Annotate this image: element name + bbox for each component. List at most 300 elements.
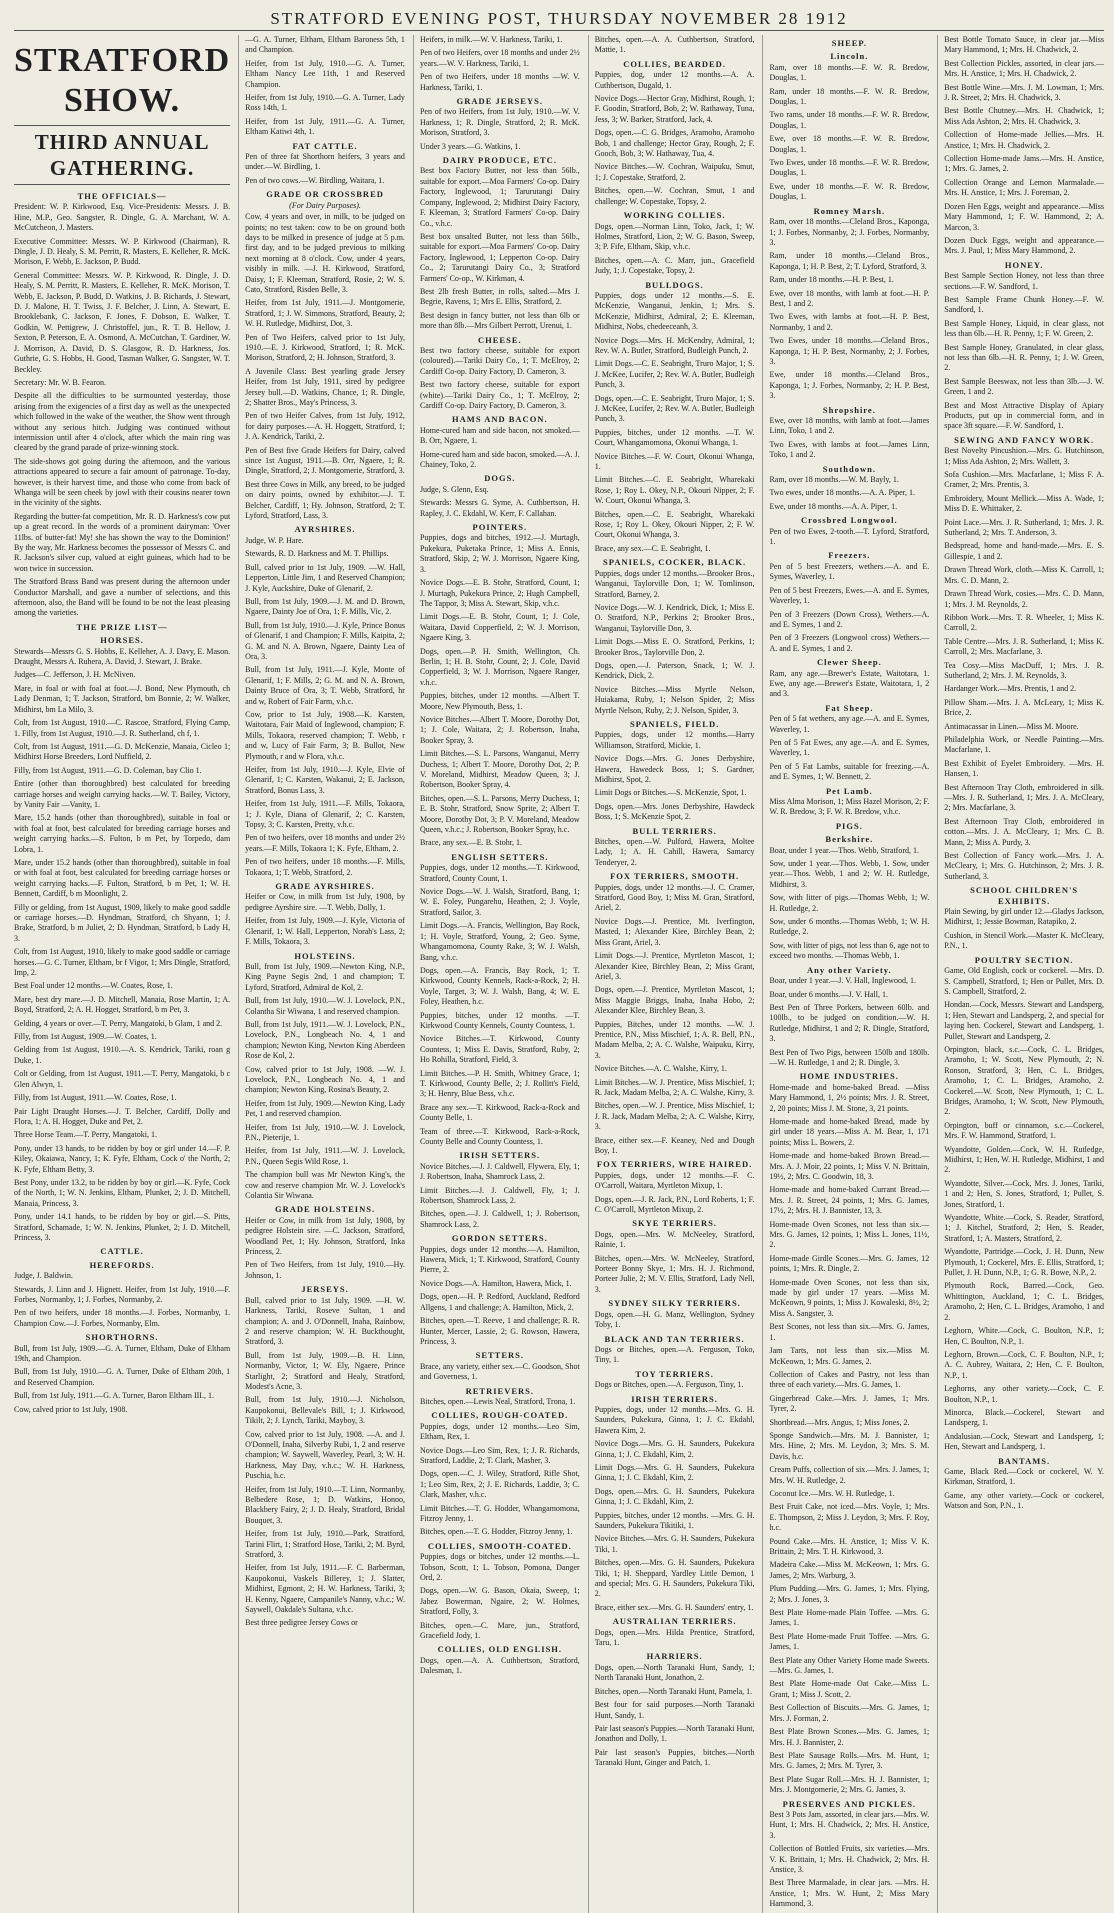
section-heading: PIGS.: [835, 820, 863, 831]
section-heading: IRISH TERRIERS.: [631, 1393, 718, 1404]
prize-entry: Heifers, in milk.—W. V. Harkness, Tariki, 1.: [419, 35, 563, 44]
prize-entry: Hardanger Work.—Mrs. Prentis, 1 and 2.: [944, 684, 1077, 694]
prize-entry: Best 2lb fresh Butter, in rolls, salted.—Mrs J. Begrie, Ravens, 1; Mrs E. Ellis, Stratford, 2.: [419, 286, 580, 307]
prize-entry: Best three pedigree Jersey Cows or: [245, 1618, 358, 1628]
prize-entry: Brace, any variety, either sex.—C. Goodson, Shot and Governess, 1.: [419, 1361, 580, 1382]
section-heading: SPANIELS, COCKER, BLACK.: [603, 557, 747, 568]
prize-entry: Filly, from 1st August, 1909.—W. Coates, 1.: [14, 1032, 157, 1042]
prize-entry: Bull, from 1st July, 1910.—W. J. Lovelock, P.N., Colantha Sir Wiwana, 1 and reserved champion.: [245, 996, 405, 1016]
prize-entry: Bitches, open.—North Taranaki Hunt, Pamela, 1.: [594, 1686, 753, 1696]
prize-entry: Best box unsalted Butter, not less than 56lb., suitable for export.—Moa Farmers' Co-op. Dairy Factory, Inglewood, 1; Lepperton Co-op. Dairy Co., 2; Tarurutangi Dairy Co., 3; Stratford Farmers' Co-op., W. Kirkman, 4.: [419, 231, 580, 283]
section-heading: THE OFFICIALS—: [77, 191, 167, 201]
column-body: [14, 191, 230, 1415]
column-body: [769, 38, 929, 1910]
column-body: [420, 35, 580, 1677]
prize-entry: Cow, prior to 1st July, 1908.—K. Karsten, Waitotara, Fair Maid of Inglewood, champion; F. Mills, Tokaora, reserved champion; T. Webb, r and w, Lucy of Fair Farm, 3; B. Bullot, New Plymouth, r and w Flora, v.h.c.: [245, 709, 405, 761]
prize-entry: Orpington, buff or cinnamon, s.c.—Cockerel, Mrs. F. W. Hammond, Stratford, 1.: [944, 1120, 1104, 1141]
prize-entry: Pillow Sham.—Mrs. J. A. McLeary, 1; Miss K. Brice, 2.: [944, 697, 1104, 718]
prize-entry: Puppies, bitches, under 12 months. —T. W. Court, Whangamomona, Okonui Whanga, 1.: [594, 427, 755, 448]
prize-entry: Pen of 5 fat wethers, any age.—A. and E. Symes, Waverley, 1.: [769, 714, 930, 734]
prize-entry: Heifer or Cow, in milk from 1st July, 1908, by pedigree Ayrshire sire. —T. Webb, Dolly, 1.: [245, 892, 405, 912]
prize-entry: Novice Bitches.—Miss Myrtle Nelson, Huiakama, Ruby, 1; Nelson Spider, 2; Miss Myrtle Nelson, Ruby, 2; J. Nelson, Spider, 3.: [594, 684, 755, 715]
prize-entry: Best Bottle Chutney.—Mrs. H. Chadwick, 1; Miss Ada Ashton, 2; Mrs. H. Chadwick, 3.: [944, 106, 1104, 126]
prize-entry: Limit Bitches.—P. H. Smith, Whitney Grace, 1; T. Kirkwood, County Belle, 2; J. Rollitt's Field, 3; H. Henry, Blue Bess, v.h.c.: [419, 1068, 580, 1099]
prize-entry: Dogs, open.—J. Prentice, Myrtleton Mascot, 1; Miss Maggie Briggs, Inaha, Inaha Hobo, 2; Alexander Klee, Birchley Bean, 3.: [594, 985, 755, 1016]
prize-entry: Sow, under 1 year.—Thos. Webb, 1. Sow, under year.—Thos. Webb, 1 and 2; W. H. Rutledge, Midhirst, 3.: [769, 859, 930, 889]
prize-entry: Best 3 Pots Jam, assorted, in clear jars.—Mrs. W. Hunt, 1; Mrs. H. Chadwick, 2; Mrs. H. Anstice, 3.: [769, 1809, 930, 1840]
prize-entry: Three Horse Team.—T. Perry, Mangatoki, 1.: [14, 1130, 158, 1140]
prize-entry: Best Afternoon Tray Cloth, embroidered in silk.—Mrs. J. R. Sutherland, 1; Mrs. J. A. McCleary, 2; Mrs. Macfarlane, 3.: [944, 782, 1104, 813]
article-title: STRATFORD SHOW.: [14, 42, 231, 119]
prize-entry: Sponge Sandwich.—Mrs. M. J. Bannister, 1; Mrs. Hine, 2; Mrs. M. Leydon, 3; Mrs. S. M. Davis, h.c.: [769, 1430, 930, 1461]
prize-entry: Best box Factory Butter, not less than 56lb., suitable for export.—Moa Farmers' Co-op. Dairy Factory, Inglewood, 1; Tarurutangi Dairy Company, Inglewood, 2; Midhirst Dairy Factory, F. Kleeman, 3; Stratford Farmers' Co-op. Dairy Co., v.h.c.: [419, 166, 580, 228]
prize-entry: —G. A. Turner, Eltham, Eltham Baroness 5th, 1 and Champion.: [245, 35, 405, 55]
prize-entry: Dogs, open.—C. G. Bridges, Aramoho, Aramoho Bob, 1 and challenge; Hector Gray, Rough, 2; F. Gooch, Bob, 3; W. Hathaway, Tua, 4.: [594, 128, 755, 159]
prize-entry: Best Bottle Wine.—Mrs. J. M. Lowman, 1; Mrs. J. R. Street, 2; Mrs. H. Chadwick, 3.: [944, 82, 1104, 103]
prize-entry: Puppies, bitches, under 12 months. —T. Kirkwood County Kennels, County Countess, 1.: [419, 1010, 580, 1030]
prize-entry: Pair Light Draught Horses.—J. T. Belcher, Cardiff, Dolly and Flora, 1; A. H. Hogget, Duke and Pet, 2.: [14, 1106, 231, 1126]
prize-entry: Mare, best dry mare.—J. D. Mitchell, Manaia, Rose Martin, 1; A. Boyd, Stratford, 2; A. H. Hogget, Stratford, b m Pet, 3.: [14, 994, 231, 1015]
prize-entry: Brace, either sex.—Mrs. G. H. Saunders' entry, 1.: [594, 1602, 754, 1612]
prize-entry: Best Pen of Three Porkers, between 60lb. and 100lb., to be judged on condition.—W. H. Rutledge, Midhirst, 1 and 2; R. Dingle, Stratford, 3.: [769, 1002, 930, 1044]
prize-entry: Ewe, under 18 months.—F. W. R. Bredow, Douglas, 1.: [769, 181, 930, 202]
prize-entry: Limit Dogs.—E. B. Stohr, Count, 1; J. Cole, Waitara, David Copperfield, 2; W. J. Morrison, Ngaere King, 3.: [419, 612, 580, 643]
prize-entry: Best Plate Sausage Rolls.—Mrs. M. Hunt, 1; Mrs. G. James, 2; Mrs. M. Tyrer, 3.: [769, 1750, 930, 1771]
prize-entry: Pair last season's Puppies.—North Taranaki Hunt, Jonathon and Dolly, 1.: [594, 1723, 755, 1744]
prize-entry: Under 3 years.—G. Watkins, 1.: [419, 141, 521, 151]
prize-entry: Gelding from 1st August, 1910.—A. S. Kendrick, Tariki, roan g Duke, 1.: [14, 1045, 231, 1065]
prize-entry: Pen of two Heifers, over 18 months and under 2½ years.—W. V. Harkness, Tariki, 1.: [419, 48, 580, 68]
column-body: [595, 35, 755, 1769]
prize-entry: Puppies, dog, under 12 months.—A. A. Cuthbertson, Dugald, 1.: [594, 70, 755, 90]
section-heading: FOX TERRIERS, WIRE HAIRED.: [596, 1159, 753, 1170]
prize-entry: Best Sample Honey, Granulated, in clear glass, not less than 6lb.—H. R. Penny, 1; J. W. Green, 2.: [944, 342, 1104, 373]
prize-entry: Drawn Thread Work, cloth.—Miss K. Carroll, 1; Mrs. C. D. Mann, 2.: [944, 565, 1104, 585]
prize-entry: Best Afternoon Tray Cloth, embroidered in cotton.—Mrs. J. A. McCleary, 1; Mrs. C. B. Mann, 2; Miss A. Purdy, 3.: [944, 816, 1104, 847]
prize-entry: Home-made and home-baked Brown Bread.—Mrs. A. J. Moir, 22 points, 1; Miss V. N. Brittain, 19½, 2; Mrs. C. Goodwin, 18, 3.: [769, 1151, 930, 1181]
prize-entry: Best Novelty Pincushion.—Mrs. G. Hutchinson, 1; Miss Ada Ashton, 2; Mrs. Wallett, 3.: [944, 446, 1104, 466]
prize-entry: Dogs, open.—J. Paterson, Snack, 1; W. J. Kendrick, Dick, 2.: [594, 660, 755, 681]
section-heading: Southdown.: [822, 463, 876, 474]
prize-entry: Cow, calved prior to 1st July, 1908.: [14, 1404, 128, 1414]
prize-entry: Table Centre.—Mrs. J. R. Sutherland, 1; Miss K. Carroll, 2; Mrs. Macfarlane, 3.: [944, 636, 1104, 657]
prize-entry: Leghorns, any other variety.—Cock, C. F. Boulton, N.P., 1.: [944, 1384, 1104, 1404]
prize-entry: Stewards—Messrs G. S. Hobbs, E. Kelleher, A. J. Davy, E. Mason. Draught, Messrs A. Ruhera, A. David, J. Stewart, J. Brake.: [14, 646, 231, 667]
prize-entry: Bedspread, home and hand-made.—Mrs. E. S. Gillespie, 1 and 2.: [944, 541, 1104, 561]
prize-entry: Sow, with litter of pigs.—Thomas Webb, 1; W. H. Rutledge, 2.: [769, 893, 930, 913]
prize-entry: Antimacassar in Linen.—Miss M. Moore.: [944, 721, 1079, 731]
prize-entry: Bull, from 1st July, 1911.—G. A. Turner, Baron Eltham III., 1.: [14, 1391, 214, 1401]
prize-entry: Home-made Oven Scones, not less than six.—Mrs. G. James, 12 points, 1; Miss L. Jones, 11½, 2.: [769, 1219, 930, 1250]
prize-entry: Best design in fancy butter, not less than 6lb or more than 8lb.—Mrs Gilbert Perrott, Urenui, 1.: [419, 310, 580, 331]
prize-entry: Dogs, open.—A. Francis, Bay Rock, 1; T. Kirkwood, County Kennels, Rack-a-Rock, 2; H. Voyle, Target, 3; W. J. Walsh, Bang, 4; W. E. Foley, Heathen, h.c.: [419, 965, 580, 1007]
section-heading: Any other Variety.: [807, 964, 892, 975]
section-heading: HORSES.: [100, 635, 144, 646]
section-heading: Lincoln.: [830, 51, 869, 62]
prize-entry: Novice Dogs.—A. Hamilton, Hawera, Mick, 1.: [419, 1278, 572, 1288]
prize-entry: The champion bull was Mr Newton King's, the cow and reserve champion Mr. W. J. Lovelock's Colantia Sir Wiwana.: [245, 1170, 405, 1201]
prize-entry: Cushion, in Stencil Work.—Master K. McCleary, P.N., 1.: [944, 930, 1104, 951]
prize-entry: Best Scones, not less than six.—Mrs. G. James, 1.: [769, 1322, 930, 1342]
prize-entry: Best and Most Attractive Display of Apiary Products, put up in commercial form, and in space 3ft square.—F. W. Sandford, 1.: [944, 400, 1104, 431]
prize-entry: Cow, 4 years and over, in milk, to be judged on points; no test taken: cow to be on ground both days to be milked in presence of judge at 5 p.m. first day, and to be judged previous to milking next morning at 8 o'clock. Cow, under 4 years, visibly in milk. —J. H. Kirkwood, Stratford, Daisy, 1; F. Kleeman, Stratford, Rosie, 2; W. S. Cato, Stratford, Risden Belle, 3.: [245, 212, 405, 294]
prize-entry: Dogs, open.—C. J. Wiley, Stratford, Rifle Shot, 1; Leo Sim, Rex, 2; J. E. Richards, Laddie, 3; C. Clark, Masher, v.h.c.: [419, 1469, 580, 1500]
prize-entry: Bull, from 1st July, 1909.—Newton King, N.P., King Payne Segis 2nd, 1 and champion; T. Lyford, Stratford, Admiral de Kol, 2.: [245, 961, 405, 992]
prize-entry: Cow, calved prior to 1st July, 1908. —A. and J. O'Donnell, Inaha, Silverby Rubi, 1, 2 and reserve champion; W. Saywell, Waverley, Pearl, 3; W. H. Harkness, May Day, v.h.c.; W. H. Harkness, Puschia, h.c.: [245, 1429, 405, 1481]
prize-entry: Pen of two heifers, over 18 months and under 2½ years.—F. Mills, Tokaora 1; K. Fyfe, Eltham, 2.: [245, 833, 405, 853]
prize-entry: Best Plate any Other Variety Home made Sweets.—Mrs. G. James, 1.: [769, 1655, 930, 1676]
prize-entry: Heifer, from 1st July, 1910.—G. A. Turner, Eltham Nancy Lee 11th, 1 and Reserved Champion.: [245, 58, 405, 89]
prize-entry: Bull, from 1st July, 1911.—W. J. Lovelock, P.N., Lovelock, P.N., Longbeach No. 4, 1 and champion; Newton King, Newton King Aberdeen Rose de Kol, 2.: [245, 1019, 405, 1061]
prize-entry: Heifer, from 1st July, 1910.—T. Linn, Normanby, Belbedere Rose, 1; D. Watkins, Honoo, Blackbery Fairy, 2; J. D. Healy, Stratford, Bridal Bouquet, 3.: [245, 1484, 405, 1525]
prize-entry: Colt, from 1st August, 1910, likely to make good saddle or carriage horses.—G. C. Turner, Eltham, br f Vigor, 1; Mrs Dingle, Stratford, Imp, 2.: [14, 947, 231, 978]
prize-entry: Collection Orange and Lemon Marmalade.—Mrs. H. Anstice, 1; Mrs. J. Foreman, 2.: [944, 177, 1104, 198]
prize-entry: Heifer or Cow, in milk from 1st July, 1908, by pedigree Holstein sire. —C. Jackson, Stratford, Woodland Pet, 1; Hy. Johnson, Stratford, Inka Princess, 2.: [245, 1215, 405, 1257]
prize-entry: Pen of two heifers, under 18 months.—F. Mills, Tokaora, 1; T. Webb, Stratford, 2.: [245, 857, 405, 877]
prize-entry: Jam Tarts, not less than six.—Miss M. McKeown, 1; Mrs. G. James, 2.: [769, 1346, 930, 1366]
prize-entry: Two Ewes, under 18 months.—Cleland Bros., Kaponga, 1; H. P. Best, Normanby, 2; J. Forbes, 3.: [769, 336, 930, 366]
prize-entry: Pen of two Heifers, under 18 months —W. V. Harkness, Tariki, 1.: [419, 72, 580, 92]
prize-entry: Ram, over 18 months.—F. W. R. Bredow, Douglas, 1.: [769, 62, 930, 83]
prize-entry: Minorca, Black.—Cockerel, Stewart and Landsperg, 1.: [944, 1407, 1104, 1428]
prize-entry: Bull, from 1st July, 1909.—G. A. Turner, Eltham, Duke of Eltham 19th, and Champion.: [14, 1343, 231, 1364]
prize-entry: Novice Dogs.—Hector Gray, Midhirst, Rough, 1; F. Goodin, Stratford, Bob, 2; W. Rathaway, Tuna, Jess, 3; W. Barker, Stratford, Jack, 4.: [594, 94, 755, 124]
column-6: [937, 35, 1104, 1913]
prize-entry: Filly, from 1st August, 1911.—W. Coates, Rose, 1.: [14, 1093, 177, 1103]
prize-entry: Best Exhibit of Eyelet Embroidery. —Mrs. H. Hansen, 1.: [944, 758, 1104, 779]
section-heading: POULTRY SECTION.: [974, 954, 1074, 965]
prize-entry: Novice Bitches.—F. W. Court, Okonui Whanga, 1.: [594, 451, 755, 472]
prize-entry: Cream Puffs, collection of six.—Mrs. J. James, 1; Mrs. W. H. Rutledge, 2.: [769, 1465, 930, 1485]
prize-entry: Limit Bitches.—W. J. Prentice, Miss Mischief, 1; R. Jack, Madam Melba, 2; A. C. Walshe, Kirry, 3.: [594, 1077, 755, 1097]
prize-entry: Best Plate Brown Scones.—Mrs. G. James, 1; Mrs. H. J. Bannister, 2.: [769, 1727, 930, 1747]
prize-entry: Filly, from 1st August, 1911.—G. D. Coleman, bay Clio 1.: [14, 765, 202, 775]
prize-entry: Stewards: Messrs G. Syme, A. Cuthbertson, H. Rapley, J. C. Ekdahl, W. Kerr, F. Callahan.: [419, 498, 580, 518]
prize-entry: Two ewes, under 18 months.—A. A. Piper, 1.: [769, 488, 916, 498]
prize-entry: Puppies, dogs, under 12 months.—Mrs. G. H. Saunders, Pukekura, Ginna, 1; J. C. Ekdahl, Hawera Kim, 2.: [594, 1404, 755, 1435]
prize-entry: Home-made Girdle Scones.—Mrs. G. James, 12 points, 1; Mrs. R. Dingle, 2.: [769, 1253, 930, 1274]
prize-entry: Collection of Home-made Jellies.—Mrs. H. Anstice, 1; Mrs. H. Chadwick, 2.: [944, 130, 1104, 150]
prize-entry: Mare, under 15.2 hands (other than thoroughbred), suitable in foal or with foal at foot, best calculated for breeding carriage horses or weight carrying hacks.—F. Fulton, Stratford, b m Pet, 1; W. H. Bennett, Cardiff, b m Moonlight, 2.: [14, 857, 231, 899]
prize-entry: Bull, from 1st July, 1910.—J. Kyle, Prince Bonus of Glenarif, 1 and Champion; F. Mills, Kaipita, 2; G. M. and N. A. Brown, Ngaere, Dainty Lea of Ora, 3.: [245, 620, 405, 661]
prize-entry: Puppies, bitches, under 12 months. —Mrs. G. H. Saunders, Pukekura Tikitiki, 1.: [594, 1510, 755, 1530]
prize-entry: Puppies, Bitches, under 12 months. —W. J. Prentice, P.N., Miss Mischief, 1; A. R. Bell, P.N., Madam Melba, 2; A. C. Walshe, Waipuku, Kirry, 3.: [594, 1019, 755, 1060]
section-heading: GRADE OR CROSSBRED: [266, 189, 384, 200]
section-heading: TOY TERRIERS.: [635, 1368, 714, 1379]
section-heading: FOX TERRIERS, SMOOTH.: [610, 871, 740, 882]
prize-entry: Bull, from 1st July, 1911.—J. Kyle, Monte of Glenarif, 1; F. Mills, 2; G. M. and N. A. Brown, Dainty Bruce of Ora, 3; T. Webb, Stratford, hr and w, Robert of Fair Farm, v.h.c.: [245, 665, 405, 706]
column-3: [413, 35, 580, 1913]
prize-entry: Ram, any age.—Brewer's Estate, Waitotara, 1. Ewe, any age.—Brewer's Estate, Waitotara, 1, 2 and 3.: [769, 668, 930, 699]
prize-entry: Dogs, open.—Norman Linn, Toko, Jack, 1; W. Holmes, Stratford, Lion, 2; W. G. Bason, Sweep, 3; P. Fife, Eltham, Skip, v.h.c.: [594, 221, 755, 252]
prize-entry: Best two factory cheese, suitable for export (coloured).—Tariki Dairy Co., 1; T. McElroy, 2; Cardiff Co-op. Dairy Factory, D. Cameron, 3.: [419, 345, 580, 376]
column-1: [14, 35, 230, 1913]
prize-entry: Judge, J. Baldwin.: [14, 1271, 73, 1281]
prize-entry: Dogs, open.—C. E. Seabright, Truro Major, 1; S. J. McKee, Lucifer, 2; Rev. W. A. Butler, Budleigh Punch, 3.: [594, 393, 755, 424]
prize-entry: Best Plate Home-made Fruit Toffee. —Mrs. G. James, 1.: [769, 1631, 930, 1652]
prize-entry: Ewe, over 18 months, with lamb at foot.—H. P. Best, 1 and 2.: [769, 288, 930, 308]
section-heading: HONEY.: [1004, 259, 1044, 270]
section-heading: SCHOOL CHILDREN'S EXHIBITS.: [970, 885, 1079, 906]
section-heading: COLLIES, SMOOTH-COATED.: [427, 1540, 572, 1551]
section-heading: Crossbred Longwool.: [801, 515, 898, 526]
prize-entry: Heifer, from 1st July, 1911.—J. Montgomerie, Stratford, 1; J. W. Simmons, Stratford, Beauty, 2; W. H. Rutledge, Midhirst, Dot, 3.: [245, 298, 405, 329]
prize-entry: Limit Dogs.—J. Prentice, Myrtleton Mascot, 1; Alexander Kiee, Birchley Bean, 2; Miss Grant, Ariel, 3.: [594, 951, 755, 981]
prize-entry: Pen of two Heifer Calves, from 1st July, 1912, for dairy purposes.—A. H. Hoggett, Stratford, 1; J. A. Kendrick, Tariki, 2.: [245, 411, 405, 442]
prize-entry: Bitches, open.—T. Reeve, 1 and challenge; R. R. Hunter, Mercer, Lassie, 2; G. Rowson, Hawera, Princess, 3.: [419, 1316, 580, 1346]
prize-entry: Brace, any sex.—C. E. Seabright, 1.: [594, 543, 711, 553]
prize-entry: Bitches, open.—W. J. Prentice, Miss Mischief, 1; J. R. Jack, Madam Melba, 2; A. C. Walshe, Kirry, 3.: [594, 1101, 755, 1132]
prize-entry: Best three Cows in Milk, any breed, to be judged on dairy points, owned by exhibitor.—J. T. Belcher, Cardiff, 1; Hy. Johnson, Stratford, 2; T. Lyford, Stratford, Lass, 3.: [245, 479, 405, 521]
prize-entry: Game, Black Red.—Cock or cockerel, W. Y. Kirkman, Stratford, 1.: [944, 1466, 1104, 1487]
prize-entry: Dozen Hen Eggs, weight and appearance.—Miss Mary Hammond, 1; F. W. Hammond, 2; A. Marcon, 3.: [944, 201, 1104, 232]
section-heading: ENGLISH SETTERS.: [451, 851, 549, 862]
prize-entry: Colt, from 1st August, 1910.—C. Rascoe, Stratford, Flying Camp, 1. Filly, from 1st August, 1910.—J. R. Sutherland, ch f, 1.: [14, 718, 231, 738]
prize-entry: Dogs or Bitches, open.—A. Ferguson, Tiny, 1.: [594, 1380, 744, 1390]
prize-entry: Best Three Marmalade, in clear jars. —Mrs. H. Anstice, 1; Mrs. W. Hunt, 2; Miss Mary Hammond, 3.: [769, 1878, 930, 1909]
section-heading: Freezers.: [828, 550, 871, 561]
prize-entry: Boar, under 1 year.—Thos. Webb, Stratford, 1.: [769, 845, 919, 855]
prize-entry: Home-cured ham and side bacon, not smoked.—B. Orr, Ngaere, 1.: [419, 425, 580, 446]
prize-entry: The side-shows got going during the afternoon, and the various attractions appeared to secure a fair amount of patronage. To-day, however, is their harvest time, and those who come from back of Whanga will be seen cheek by jowl with their cousins nearer town in the vicinity of the sights.: [14, 456, 231, 508]
section-heading: COLLIES, OLD ENGLISH.: [437, 1644, 563, 1655]
prize-entry: Bull, calved prior to 1st July, 1909. —H. W. Harkness, Tariki, Roseve Sultan, 1 and champion; A. and J. O'Donnell, Inaha, Rainbow, 2 and reserve champion; W. H. Buckthought, Stratford, 3.: [245, 1295, 405, 1347]
prize-entry: Ram, over 18 months.—Cleland Bros., Kaponga, 1; J. Forbes, Normanby, 2; J. Forbes, Normanby, 3.: [769, 217, 930, 247]
prize-entry: Ram, under 18 months.—Cleland Bros., Kaponga, 1; H. P. Best, 2; T. Lyford, Stratford, 3.: [769, 251, 930, 271]
prize-entry: Novice Dogs.—Leo Sim, Rex, 1; J. R. Richards, Stratford, Laddie, 2; T. Clark, Masher, 3.: [419, 1445, 580, 1465]
prize-entry: Best Pen of Two Pigs, between 150lb and 180lb.—W. H. Rutledge, 1 and 2; R. Dingle, 3.: [769, 1047, 930, 1067]
section-heading: HAMS AND BACON.: [452, 414, 548, 425]
prize-entry: Novice Bitches.—W. Cochran, Waipuku, Smut, 1; J. Copestake, Stratford, 2.: [594, 162, 755, 182]
prize-entry: Orpington, black, s.c.—Cock, C. L. Bridges, Aramoho, 1; W. Scott, New Plymouth, 2; N. Ronson, Stratford, 3; Hen, C. L. Bridges, Aramoho, 1; C. L. Bridges, Aramoho, 2. Cockerel.—W. Scott, New Plymouth, 1; C. L. Bridges, Aramoho, 1; W. Scott, New Plymouth, 2.: [944, 1044, 1104, 1117]
prize-entry: Novice Dogs.—Mrs. H. McKendry, Admiral, 1; Rev. W. A. Butler, Stratford, Budleigh Punch, 2.: [594, 335, 755, 355]
prize-entry: Puppies, dogs under 12 months.—S. E. McKenzie, Wanganui, Jenkin, 1; Mrs. S. McKenzie, Midhirst, Admiral, 2; E. Kleeman, Midhirst, Nobs, chedeeceanh, 3.: [594, 290, 755, 332]
section-heading: FAT CATTLE.: [292, 140, 358, 151]
section-heading: HOLSTEINS.: [294, 950, 356, 961]
prize-entry: Novice Bitches.—T. Kirkwood, County Countess, 1; Miss E. Davis, Stratford, Ruby, 2; Ho Rohilla, Stratford, Field, 3.: [419, 1034, 580, 1065]
prize-entry: Dogs, open.—H. P. Redford, Auckland, Redford Allgens, 1 and challenge; A. Hamilton, Mick, 2.: [419, 1292, 580, 1312]
prize-entry: Heifer, from 1st July, 1911.—F. Mills, Tokaora, 1; J. Kyle, Diana of Glenarif, 2; C. Karsten, Topsy, 3; C. Karsten, Pretty, v.h.c.: [245, 799, 405, 830]
prize-entry: Judges—C. Jefferson, J. H. McNiven.: [14, 670, 136, 680]
prize-entry: Puppies, bitches, under 12 months. —Albert T. Moore, New Plymouth, Bess, 1.: [419, 691, 580, 711]
section-heading: SHORTHORNS.: [85, 1332, 159, 1343]
prize-entry: Home-made and home-baked Bread. —Miss Mary Hammond, 1, 2½ points; Mrs. J. R. Street, 2, 20 points; Miss J. M. Stone, 3, 21 points.: [769, 1082, 930, 1113]
section-heading: GORDON SETTERS.: [451, 1233, 548, 1244]
prize-entry: Shortbread.—Mrs. Angus, 1; Miss Jones, 2.: [769, 1417, 910, 1427]
prize-entry: Boar, under 1 year.—J. V. Hall, Inglewood, 1.: [769, 976, 916, 986]
prize-entry: Sow, with litter of pigs, not less than 6, age not to exceed two months. —Thomas Webb, 1.: [769, 940, 930, 961]
column-2: [238, 35, 405, 1913]
prize-entry: Brace any sex.—T. Kirkwood, Rack-a-Rock and County Belle, 1.: [419, 1102, 580, 1123]
prize-entry: Heifer, from 1st July, 1909.—J. Kyle, Victoria of Glenarif, 1; W. Hall, Lepperton, Norah's Lass, 2; F. Mills, Tokaora, 3.: [245, 916, 405, 947]
prize-entry: Novice Dogs.—Mrs. G. H. Saunders, Pukekura Ginna, 1; J. C. Ekdahl, Kim, 2.: [594, 1439, 755, 1459]
prize-entry: Madeira Cake.—Miss M. McKeown, 1; Mrs. G. James, 2; Mrs. Warburg, 3.: [769, 1560, 930, 1580]
prize-entry: Home-made and home-baked Currant Bread.—Mrs. J. R. Street, 24 points, 1; Mrs. G. James, 17½, 2; Mrs. H. J. Bannister, 13, 3.: [769, 1185, 930, 1216]
prize-entry: Novice Dogs.—W. J. Walsh, Stratford, Bang, 1; W. E. Foley, Pungarehu, Heathen, 2; J. Voyle, Stratford, Sailor, 3.: [419, 887, 580, 917]
prize-entry: Pen of 5 best Freezers, Ewes.—A. and E. Symes, Waverley, 1.: [769, 585, 930, 606]
section-heading: CHEESE.: [478, 334, 522, 345]
prize-entry: Bitches, open.—A. A. Cuthbertson, Stratford, Mattie, 1.: [594, 35, 755, 55]
section-subheading: (For Dairy Purposes).: [289, 200, 361, 210]
section-heading: BULL TERRIERS.: [632, 825, 717, 836]
prize-entry: Tea Cosy.—Miss MacDuff, 1; Mrs. J. R. Sutherland, 2; Mrs. J. M. Reynolds, 3.: [944, 660, 1104, 680]
prize-entry: Entire (other than thoroughbred) best calculated for breeding carriage horses and weight carrying hacks.—W. T. Bailey, Victory, by Vanity Fair —Vanity, 1.: [14, 779, 231, 809]
prize-entry: Best Collection of Biscuits.—Mrs. G. James, 1; Mrs. J. Forman, 2.: [769, 1703, 930, 1723]
section-heading: PRESERVES AND PICKLES.: [782, 1798, 917, 1809]
prize-entry: Hondan.—Cock, Messrs. Stewart and Landsperg, 1; Hen, Stewart and Landsperg, 2, and special for laying hen. Cockerel, Stewart and Landsperg, 1. Pullet, Stewart and Landsperg, 2.: [944, 1000, 1104, 1041]
prize-entry: Cow, calved prior to 1st July, 1908. —W. J. Lovelock, P.N., Longbeach No. 4, 1 and champion; Newton King, Rosina's Beauty, 2.: [245, 1064, 405, 1095]
prize-entry: Dogs, open.—H. G. Manz, Wellington, Sydney Toby, 1.: [594, 1309, 755, 1330]
prize-entry: Two Ewes, with lambs at foot.—James Linn, Toko, 1 and 2.: [769, 439, 930, 460]
prize-entry: Pony, under 14.1 hands, to be ridden by boy or girl.—S. Pitts, Stratford, Schamade, 1; W. N. Jenkins, Plunket, 2; J. D. Mitchell, Princess, 3.: [14, 1212, 231, 1242]
prize-entry: Novice Bitches.—Albert T. Moore, Dorothy Dot, 1; J. Cole, Waitara, 2; J. Robertson, Inaha, Booker Spray, 3.: [419, 714, 580, 745]
prize-entry: Two rams, under 18 months.—F. W. R. Bredow, Douglas, 1.: [769, 110, 930, 130]
section-heading: SKYE TERRIERS.: [632, 1218, 717, 1229]
prize-entry: Novice Dogs.—J. Prentice, Mt. Iverfington, Masted, 1; Alexander Kiee, Birchley Bean, 2; Miss Grant, Ariel, 3.: [594, 916, 755, 947]
prize-entry: Novice Dogs.—W. J. Kendrick, Dick, 1; Miss E. O. Stratford, N.P., Perkins 2; Brooker Bros., Wanganui, Taylorville Don, 3.: [594, 602, 755, 633]
prize-entry: General Committee: Messrs. W. P. Kirkwood, R. Dingle, J. D. Healy, S. M. Perritt, R. Masters, E. Kelleher, R. McK. Morison, T. Webb, E. Jackson, P. Budd, D. Watkins, J. B. Richards, J. Stewart, D. J. Malone, H. T. Twiss, J. F. Belcher, J. Linn, A. Stewart, E. Brooklebank, C. Jackson, F. Jones, F. Dobson, E. Walker, T. Godkin, W. Pettigrew, J. Christoffel, jun., R. T. B. Hellow, J. Sexton, P. Peterson, E. A. Osmond, A. McCutchan, T. Gardiner, W. J. Morrison, A. David, D. S. Glasgow, R. D. Harkness, Jos. Guthrie, G. S. Hobbs, H. Good, Tasman Walker, G. Sangster, W. T. Beckley.: [14, 270, 231, 374]
prize-entry: Pen of 5 best Freezers, wethers.—A. and E. Symes, Waverley, 1.: [769, 561, 930, 582]
section-heading: BLACK AND TAN TERRIERS.: [604, 1333, 745, 1344]
prize-entry: Best Plate Sugar Roll.—Mrs. H. J. Bannister, 1; Mrs. J. Montgomerie, 2; Mrs. G. James, 3.: [769, 1774, 930, 1795]
prize-entry: Pen of two heifers, under 18 months.—J. Forbes, Normanby, 1. Champion Cow.—J. Forbes, Normanby, Elm.: [14, 1308, 231, 1328]
prize-entry: Pen of Two Heifers, calved prior to 1st July, 1910.—E. J. Kirkwood, Stratford, 1; R. McK. Morison, Stratford, 2; H. Johnson, Stratford, 3.: [245, 332, 405, 363]
prize-entry: Pen of 3 Freezers (Longwool cross) Wethers.—A. and E. Symes, 1 and 2.: [769, 633, 930, 653]
section-heading: SETTERS.: [475, 1350, 525, 1361]
prize-entry: Puppies, dogs, under 12 months.—J. C. Cramer, Stratford, Good Boy, 1; Miss M. Gran, Stratford, Ariel, 2.: [594, 882, 755, 913]
prize-entry: Pen of two Ewes, 2-tooth.—T. Lyford, Stratford, 1.: [769, 526, 930, 547]
section-heading: AUSTRALIAN TERRIERS.: [612, 1616, 737, 1627]
prize-entry: Bitches, open.—W. Cochran, Smut, 1 and challenge; W. Copestake, Topsy, 2.: [594, 186, 755, 206]
prize-entry: Sow, under 6 months.—Thomas Webb, 1; W. H. Rutledge, 2.: [769, 917, 930, 937]
prize-entry: Best Plate Home-made Oat Cake.—Miss L. Grant, 1; Miss J. Scott, 2.: [769, 1679, 930, 1699]
section-heading: AYRSHIRES.: [294, 524, 356, 535]
section-heading: Pet Lamb.: [825, 785, 873, 796]
prize-entry: Pen of 5 Fat Ewes, any age.—A. and E. Symes, Waverley, 1.: [769, 737, 930, 758]
section-heading: POINTERS.: [472, 522, 528, 533]
prize-entry: Wyandotte, White.—Cock, S. Reader, Stratford, 1; J. Kitchel, Stratford, 2; Hen, S. Reader, Stratford, 1; A. Masters, Stratford, 2.: [944, 1213, 1104, 1243]
prize-entry: Gingerbread Cake.—Mrs. J. James, 1; Mrs. Tyrer, 2.: [769, 1393, 930, 1414]
section-heading: RETRIEVERS.: [465, 1385, 535, 1396]
prize-entry: Mare, in foal or with foal at foot.—J. Bond, New Plymouth, ch Lady Denman, 1; T. Jackson, Stratford, bm Bonnie, 2; W. Walker, Midhirst, bm La Milo, 3.: [14, 683, 231, 714]
prize-entry: Best Pony, under 13.2, to be ridden by boy or girl.—K. Fyfe, Cock of the North, 1; W. N. Jenkins, Eltham, Plunket, 2; J. D. Mitchell, Manaia, Princess, 3.: [14, 1177, 231, 1208]
prize-entry: Pen of two Heifers, from 1st July, 1910.—W. V. Harkness, 1; R. Dingle, Stratford, 2; R. McK. Morison, Stratford, 3.: [419, 107, 580, 138]
prize-entry: Philadelphia Work, or Needle Painting.—Mrs. Macfarlane, 1.: [944, 734, 1104, 755]
prize-entry: Ram, under 18 months.—F. W. R. Bredow, Douglas, 1.: [769, 86, 930, 107]
prize-entry: Puppies, dogs or bitches, under 12 months.—L. Tobson, Scott, 1; L. Tobson, Pomona, Danger Ord, 2.: [419, 1552, 580, 1583]
section-heading: BANTAMS.: [998, 1455, 1051, 1466]
prize-entry: Wyandotte, Silver.—Cock, Mrs. J. Jones, Tariki, 1 and 2; Hen, S. Jones, Stratford, 1; Pullet, S. Jones, Stratford, 1.: [944, 1178, 1104, 1209]
prize-entry: Dogs, open.—Mrs. G. H. Saunders, Pukekura Ginna, 1; J. C. Ekdahl, Kim, 2.: [594, 1486, 755, 1507]
prize-entry: Best Sample Section Honey, not less than three sections.—F. W. Sandford, 1.: [944, 271, 1104, 291]
prize-entry: Gelding, 4 years or over.—T. Perry, Mangatoki, b Glam, 1 and 2.: [14, 1018, 223, 1028]
prize-entry: Pen of 5 Fat Lambs, suitable for freezing.—A. and E. Symes, 1; W. Bennett, 2.: [769, 761, 930, 782]
prize-entry: Secretary: Mr. W. B. Fearon.: [14, 377, 106, 387]
prize-entry: Andalusian.—Cock, Stewart and Landsperg, 1; Hen, Stewart and Landsperg, 1.: [944, 1431, 1104, 1452]
prize-entry: Best Sample Honey, Liquid, in clear glass, not less than 6lb.—H. R. Penny, 1; F. W. Green, 2.: [944, 318, 1104, 339]
prize-entry: Home-made and home-baked Bread, made by girl under 18 years.—Miss A. M. Bear, 1, 171 points; Miss L. Bowers, 2.: [769, 1116, 930, 1147]
prize-entry: Embroidery, Mount Mellick.—Miss A. Wade, 1; Miss D. E. Whittaker, 2.: [944, 493, 1104, 514]
prize-entry: Ewe, under 18 months.—Cleland Bros., Kaponga, 1; J. Forbes, Normanby, 2; H. P. Best, 3.: [769, 370, 930, 401]
prize-entry: Limit Dogs.—C. E. Seabright, Truro Major, 1; S. J. McKee, Lucifer, 2; Rev. W. A. Butler, Budleigh Punch, 3.: [594, 359, 755, 390]
prize-entry: Pen of Best five Grade Heifers for Dairy, calved since 1st August, 1911.—B. Orr, Ngaere, 1; R. Dingle, Stratford, 2; J. Montgomerie, Stratford, 3.: [245, 445, 405, 476]
prize-entry: Puppies, dogs, under 12 months.—Leo Sim, Eltham, Rex, 1.: [419, 1421, 580, 1442]
prize-entry: Best four for said purposes.—North Taranaki Hunt, Sandy, 1.: [594, 1700, 755, 1720]
prize-entry: Boar, under 6 months.—J. V. Hall, 1.: [769, 989, 888, 999]
prize-entry: Puppies, dogs, under 12 months.—Harry Williamson, Stratford, Mickie, 1.: [594, 730, 755, 750]
prize-entry: Collection Home-made Jams.—Mrs. H. Anstice, 1; Mrs. G. James, 2.: [944, 154, 1104, 174]
prize-entry: Stewards, J. Linn and J. Hignett. Heifer, from 1st July, 1910.—F. Forbes, Normanby, 1; J. Forbes, Normanby, 2.: [14, 1284, 231, 1304]
section-heading: Clewer Sheep.: [816, 657, 882, 668]
column-4: [588, 35, 755, 1913]
prize-entry: Best Bottle Tomato Sauce, in clear jar.—Miss Mary Hammond, 1; Mrs. H. Chadwick, 2.: [944, 35, 1104, 55]
prize-entry: Game, Old English, cock or cockerel. —Mrs. D. S. Campbell, Stratford, 1; Hen or Pullet, Mrs. D. S. Campbell, Stratford, 2.: [944, 966, 1104, 996]
prize-entry: Novice Bitches.—Mrs. G. H. Saunders, Pukekura Tiki, 1.: [594, 1534, 755, 1554]
prize-entry: Mare, 15.2 hands (other than thoroughbred), suitable in foal or with foal at foot, best calculated for breeding carriage horses and weight carrying hacks.—S. Fulton, b m Pet, by Torpedo, dam Lobra, 1.: [14, 813, 231, 854]
prize-entry: Ewe, under 18 months.—A. A. Piper, 1.: [769, 501, 898, 511]
prize-entry: Brace, either sex.—F. Keaney, Ned and Dough Boy, 1.: [594, 1135, 755, 1155]
article-subtitle: THIRD ANNUAL GATHERING.: [14, 125, 230, 185]
prize-entry: Regarding the butter-fat competition, Mr. R. D. Harkness's cow put up a great record. In the words of a prominent dairyman: 'Over 11lbs. of butter-fat! My! she has shown the way to the Dominion!' By the way, Mr. Harkness becomes the possessor of Messrs C. and R. Jackson's silver cup, valued at eight guineas, which had to be won twice in succession.: [14, 511, 231, 573]
column-body: [245, 35, 405, 1629]
prize-entry: Best Sample Frame Chunk Honey.—F. W. Sandford, 1.: [944, 294, 1104, 315]
prize-entry: Limit Dogs.—Miss E. O. Stratford, Perkins, 1; Brooker Bros., Taylorville Don, 2.: [594, 637, 755, 657]
prize-entry: Dogs, open.—Mrs. Hilda Prentice, Stratford, Taru, 1.: [594, 1627, 755, 1648]
prize-entry: Ribbon Work.—Mrs. T. R. Wheeler, 1; Miss K. Carroll, 2.: [944, 612, 1104, 633]
prize-entry: Dozen Duck Eggs, weight and appearance.—Mrs. J. Paul, 1; Miss Mary Hammond, 2.: [944, 235, 1104, 256]
prize-entry: Dogs, open.—P. H. Smith, Wellington, Ch. Berlin, 1; H. B. Stohr, Count, 2; J. Cole, David Copperfield, 3; W. J. Morrison, Ngaere Ranger, v.h.c.: [419, 646, 580, 687]
section-heading: GRADE AYRSHIRES.: [275, 881, 375, 892]
prize-entry: Bitches, open.—A. C. Marr, jun., Gracefield Judy, 1; J. Copestake, Topsy, 2.: [594, 255, 755, 276]
prize-entry: Puppies, dogs under 12 months.—Brooker Bros., Wanganui, Taylorville Don, 1; W. Tomlinson, Stratford, Barney, 2.: [594, 568, 755, 599]
prize-entry: Coconut Ice.—Mrs. W. H. Rutledge, 1.: [769, 1488, 895, 1498]
prize-entry: Heifer, from 1st July, 1911.—G. A. Turner, Eltham Katiwi 4th, 1.: [245, 116, 405, 137]
prize-entry: Ram, under 18 months.—H. P. Best, 1.: [769, 275, 894, 285]
prize-entry: Bull, from 1st July, 1909.—J. M. and D. Brown, Ngaere, Dainty Joe of Ora, 1; F. Mills, Vic, 2.: [245, 596, 405, 617]
prize-entry: Novice Bitches.—A. C. Walshe, Kirry, 1.: [594, 1064, 727, 1074]
prize-entry: Puppies, dogs, under 12 months.—F. C. O'Carroll, Waitara, Myrtleton Mixup, 1.: [594, 1170, 755, 1191]
prize-entry: Pound Cake.—Mrs. H. Anstice, 1; Miss V. K. Brittain, 2; Mrs. T. H. Kirkwood, 3.: [769, 1536, 930, 1556]
prize-entry: Plain Sewing, by girl under 12.—Gladys Jackson, Midhirst, 1; Jessie Bowman, Ratapiko, 2.: [944, 907, 1104, 927]
prize-entry: Bitches, open.—Mrs. W. McNeeley, Stratford, Porteer Bonny Skye, 1; Mrs. H. J. Richmond, Porteer Julie, 2; M. V. Ellis, Stratford, Lady Nell, 3.: [594, 1253, 755, 1294]
section-heading: Shropshire.: [822, 404, 876, 415]
prize-entry: Limit Dogs.—Mrs. G. H. Saunders, Pukekura Ginna, 1; J. C. Ekdahl, Kim, 2.: [594, 1462, 755, 1483]
prize-entry: Ram, over 18 months.—W. M. Bayly, 1.: [769, 475, 899, 485]
prize-entry: Home-cured ham and side bacon, smoked.—A. J. Chainey, Toko, 2.: [419, 449, 580, 470]
prize-entry: Heifer, from 1st July, 1910.—Park, Stratford, Tarini Flirt, 1; Stratford Hose, Tariki, 2; M. Byrd, Stratford, 3.: [245, 1529, 405, 1560]
prize-entry: Novice Dogs.—E. B. Stohr, Stratford, Count, 1; J. Murtagh, Pukekura Prince, 2; Hugh Campbell, The Tappor, 3; Miss A. Stewart, Skip, v.h.c.: [419, 578, 580, 608]
columns: [14, 35, 1104, 1909]
section-heading: COLLIES, ROUGH-COATED.: [431, 1410, 569, 1421]
prize-entry: Leghorn, Brown.—Cock, C. F. Boulton, N.P., 1; A. C. Aubrey, Waitara, 2; Hen, C. F. Boulton, N.P., 1.: [944, 1349, 1104, 1380]
prize-entry: Limit Bitches.—T. G. Hodder, Whangamomona, Fitzroy Jenny, 1.: [419, 1503, 580, 1523]
prize-entry: Point Lace.—Mrs. J. R. Sutherland, 1; Mrs. J. R. Sutherland, 2; Mrs. T. Anderson, 3.: [944, 517, 1104, 538]
prize-entry: Game, any other variety.—Cock or cockerel, Watson and Son, P.N., 1.: [944, 1490, 1104, 1511]
prize-entry: Novice Dogs.—Mrs. G. Jones Derbyshire, Hawera, Hawedeck Boss, 1; S. Gardner, Midhirst, Spot, 2.: [594, 754, 755, 784]
section-heading: Fat Sheep.: [825, 702, 874, 713]
section-heading: WORKING COLLIES.: [623, 210, 726, 221]
section-heading: SHEEP.: [831, 38, 867, 48]
prize-entry: Dogs, open.—Mrs. Jones Derbyshire, Hawdeck Boss, 1; S. McKenzie Spot, 2.: [594, 801, 755, 822]
prize-entry: Bitches, open.—Lewis Neal, Stratford, Trona, 1.: [419, 1396, 576, 1406]
prize-entry: Bitches, open.—J. J. Caldwell, 1; J. Robertson, Shamrock Lass, 2.: [419, 1209, 580, 1229]
prize-entry: Best Foal under 12 months.—W. Coates, Rose, 1.: [14, 981, 173, 991]
prize-entry: Leghorn, White.—Cock, C. Boulton, N.P., 1; Hen, C. Boulton, N.P., 1.: [944, 1326, 1104, 1346]
prize-entry: Bull, from 1st July, 1910.—G. A. Turner, Duke of Eltham 20th, 1 and Reserved Champion.: [14, 1367, 231, 1387]
prize-entry: Wyandotte, Golden.—Cock, W. H. Rutledge, Midhirst, 1; Hen, W. H. Rutledge, Midhirst, 1 and 2.: [944, 1144, 1104, 1175]
masthead: STRATFORD EVENING POST, THURSDAY NOVEMBER 28 1912: [14, 8, 1104, 31]
prize-entry: Bull, from 1st July, 1909.—B. H. Linn, Normanby, Victor, 1; W. Ely, Ngaere, Prince Starlight, 2; Stratford and Healy, Stratford, Modest's Acne, 3.: [245, 1350, 405, 1391]
